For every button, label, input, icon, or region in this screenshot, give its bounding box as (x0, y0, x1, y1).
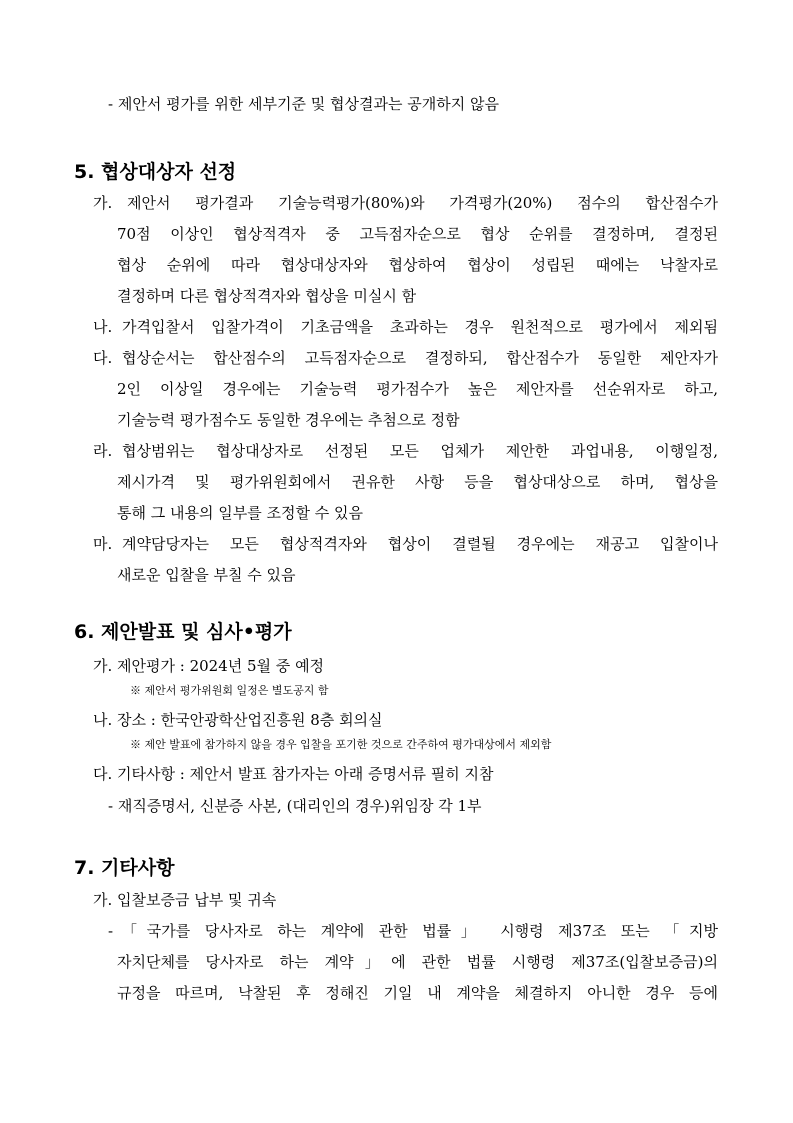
item-line: 가. 입찰보증금 납부 및 귀속 (93, 891, 277, 909)
item-marker: 라. (93, 442, 113, 460)
sub-item-line: 「국가를 당사자로 하는 계약에 관한 법률」 시행령 제37조 또는 「지방 (122, 922, 718, 940)
item-line: 나. 장소 : 한국안광학산업진흥원 8층 회의실 (93, 711, 383, 729)
item-marker: 나. (93, 318, 113, 336)
item-text-line: 제안서 평가결과 기술능력평가(80%)와 가격평가(20%) 점수의 합산점수가 (127, 194, 718, 212)
section-6-title: 6. 제안발표 및 심사•평가 (74, 621, 292, 643)
note-line: ※ 제안 발표에 참가하지 않을 경우 입찰을 포기한 것으로 간주하여 평가대상에서 제외함 (130, 738, 552, 751)
item-text-line: 2인 이상일 경우에는 기술능력 평가점수가 높은 제안자를 선순위자로 하고, (117, 380, 718, 398)
section-5-title: 5. 협상대상자 선정 (74, 161, 237, 183)
section-7-title: 7. 기타사항 (74, 857, 175, 879)
item-marker: 마. (93, 535, 113, 553)
item-text-line: 기술능력 평가점수도 동일한 경우에는 추첨으로 정함 (117, 411, 460, 429)
item-text-line: 새로운 입찰을 부칠 수 있음 (117, 566, 296, 584)
item-text-line: 제시가격 및 평가위원회에서 권유한 사항 등을 협상대상으로 하며, 협상을 (117, 473, 718, 491)
item-text-line: 70점 이상인 협상적격자 중 고득점자순으로 협상 순위를 결정하며, 결정된 (117, 225, 718, 243)
item-text-line: 협상 순위에 따라 협상대상자와 협상하여 협상이 성립된 때에는 낙찰자로 (117, 256, 718, 274)
dash-marker: - (108, 922, 114, 940)
intro-line: - 제안서 평가를 위한 세부기준 및 협상결과는 공개하지 않음 (108, 95, 499, 113)
sub-item-line: 규정을 따르며, 낙찰된 후 정해진 기일 내 계약을 체결하지 아니한 경우 등에 (117, 984, 718, 1002)
item-text-line: 가격입찰서 입찰가격이 기초금액을 초과하는 경우 원천적으로 평가에서 제외됨 (122, 318, 718, 336)
item-text-line: 통해 그 내용의 일부를 조정할 수 있음 (117, 504, 363, 522)
item-text-line: 계약담당자는 모든 협상적격자와 협상이 결렬될 경우에는 재공고 입찰이나 (122, 535, 718, 553)
sub-item-line: - 재직증명서, 신분증 사본, (대리인의 경우)위임장 각 1부 (108, 797, 482, 815)
item-marker: 다. (93, 349, 113, 367)
note-line: ※ 제안서 평가위원회 일정은 별도공지 함 (130, 684, 329, 697)
item-text-line: 협상순서는 합산점수의 고득점자순으로 결정하되, 합산점수가 동일한 제안자가 (122, 349, 718, 367)
item-marker: 가. (93, 194, 113, 212)
item-text-line: 협상범위는 협상대상자로 선정된 모든 업체가 제안한 과업내용, 이행일정, (122, 442, 718, 460)
item-line: 가. 제안평가 : 2024년 5월 중 예정 (93, 657, 325, 675)
sub-item-line: 자치단체를 당사자로 하는 계약」에 관한 법률 시행령 제37조(입찰보증금)의 (117, 953, 718, 971)
item-text-line: 결정하며 다른 협상적격자와 협상을 미실시 함 (117, 287, 417, 305)
item-line: 다. 기타사항 : 제안서 발표 참가자는 아래 증명서류 필히 지참 (93, 765, 494, 783)
